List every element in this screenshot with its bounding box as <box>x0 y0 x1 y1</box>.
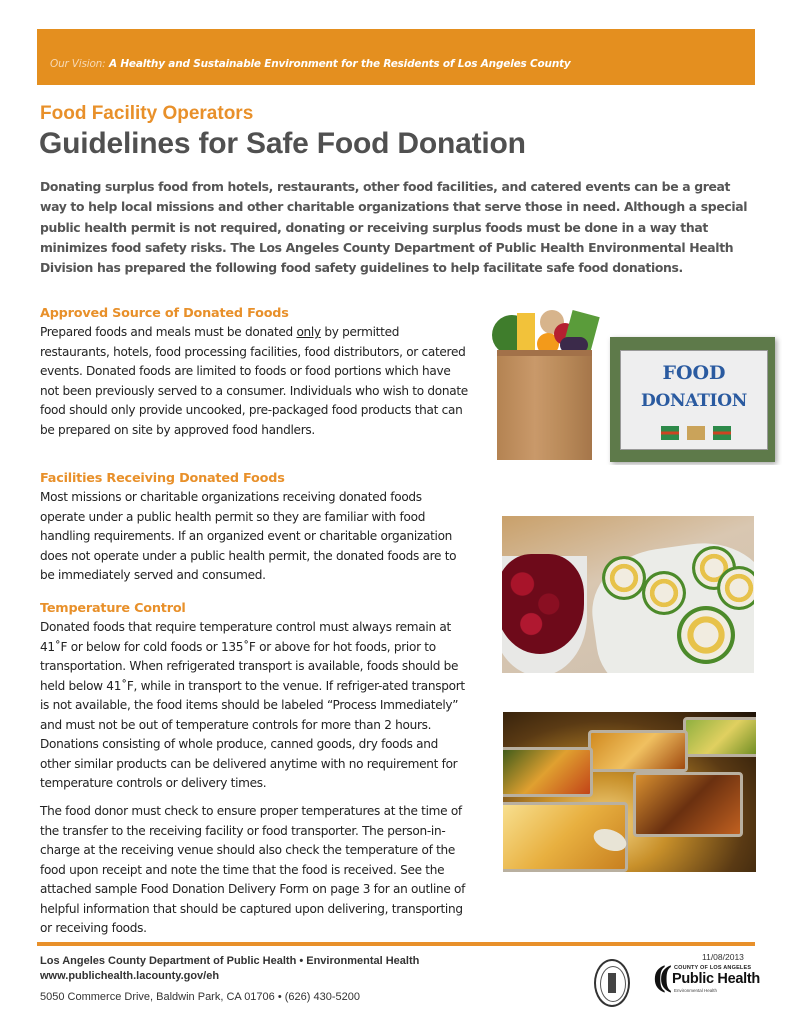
emphasis-only: only <box>296 325 321 339</box>
document-subtitle: Food Facility Operators <box>40 103 254 124</box>
food-donation-sign <box>610 337 775 462</box>
vision-statement <box>50 58 571 70</box>
section-heading-receiving-facilities: Facilities Receiving Donated Foods <box>40 471 285 486</box>
section-body-receiving-facilities: Most missions or charitable organizations receiving donated foods operate under a public health permit so they are familiar with food handling requirements. If an organized event or charitable organization does not operate under a public health permit, the donated foods are to be immediately served and consumed. <box>40 490 457 582</box>
sign-text-line2: DONATION <box>641 391 747 411</box>
canned-goods-icons <box>661 426 731 440</box>
logo-name-text: Public Health <box>672 971 760 987</box>
vision-text: A Healthy and Sustainable Environment for the Residents of Los Angeles County <box>105 58 571 70</box>
intro-paragraph: Donating surplus food from hotels, restaurants, other food facilities, and catered events can be a great way to help local missions and other charitable organizations that serve those in need. Although a special public health permit is not required, donating or receiving surplus foods must be done in a way that minimizes food safety risks. The Los Angeles County Department of Public Health Environmental Health Division has prepared the following food safety guidelines to help facilitate safe food donations. <box>40 179 748 276</box>
footer-organization: Los Angeles County Department of Public Health • Environmental Health <box>40 955 420 967</box>
section-body-temperature-control: Donated foods that require temperature control must always remain at 41˚F or below for cold foods or 135˚F or above for hot foods, prior to transportation. When refrigerated transport is available, foods should be held below 41˚F, while in transport to the venue. If refriger-ated transport is not available, the food items should be labeled “Process Immediately” and must not be out of temperature controls for more than 2 hours. Donations consisting of whole produce, canned goods, dry foods and other similar products can be delivered anytime with no requirement for temperature controls or delivery times. <box>40 620 465 790</box>
logo-county-text: COUNTY OF LOS ANGELES <box>674 965 752 971</box>
section-body-temperature-check: The food donor must check to ensure proper temperatures at the time of the transfer to the receiving facility or food transporter. The person-in-charge at the receiving venue should also check the temperature of the food upon receipt and note the time that the food is received. See the attached sample Food Donation Delivery Form on page 3 for an outline of helpful information that should be captured upon delivering, transporting or receiving foods. <box>40 804 466 935</box>
logo-subtext: Environmental Health <box>674 988 718 993</box>
sign-text-line1: FOOD <box>662 362 726 384</box>
county-seal-icon <box>594 959 630 1007</box>
vision-banner <box>37 29 755 85</box>
footer-website-link[interactable]: www.publichealth.lacounty.gov/eh <box>40 970 220 982</box>
section-heading-temperature-control: Temperature Control <box>40 601 186 616</box>
hot-food-buffet-photo <box>503 712 756 872</box>
document-title: Guidelines for Safe Food Donation <box>39 127 526 160</box>
cherries-and-wraps-photo <box>502 516 754 673</box>
footer-divider <box>37 942 755 946</box>
paper-grocery-bag <box>497 350 592 460</box>
footer-address: 5050 Commerce Drive, Baldwin Park, CA 01706 • (626) 430-5200 <box>40 991 360 1003</box>
grocery-bag-donation-sign-photo <box>492 305 782 465</box>
vision-lead: Our Vision: <box>50 58 106 70</box>
section-heading-approved-source: Approved Source of Donated Foods <box>40 306 289 321</box>
document-date: 11/08/2013 <box>702 952 744 962</box>
section-body-approved-source: Prepared foods and meals must be donated only by permitted restaurants, hotels, food processing facilities, food distributors, or catered events. Donated foods are limited to foods or food portions which have not been previously served to a consumer. Individuals who wish to donate food should only provide uncooked, pre-packaged food products that can be prepared on site by approved food handlers. <box>40 325 468 437</box>
public-health-logo <box>650 962 760 998</box>
swoosh-icon: (( <box>652 961 665 996</box>
